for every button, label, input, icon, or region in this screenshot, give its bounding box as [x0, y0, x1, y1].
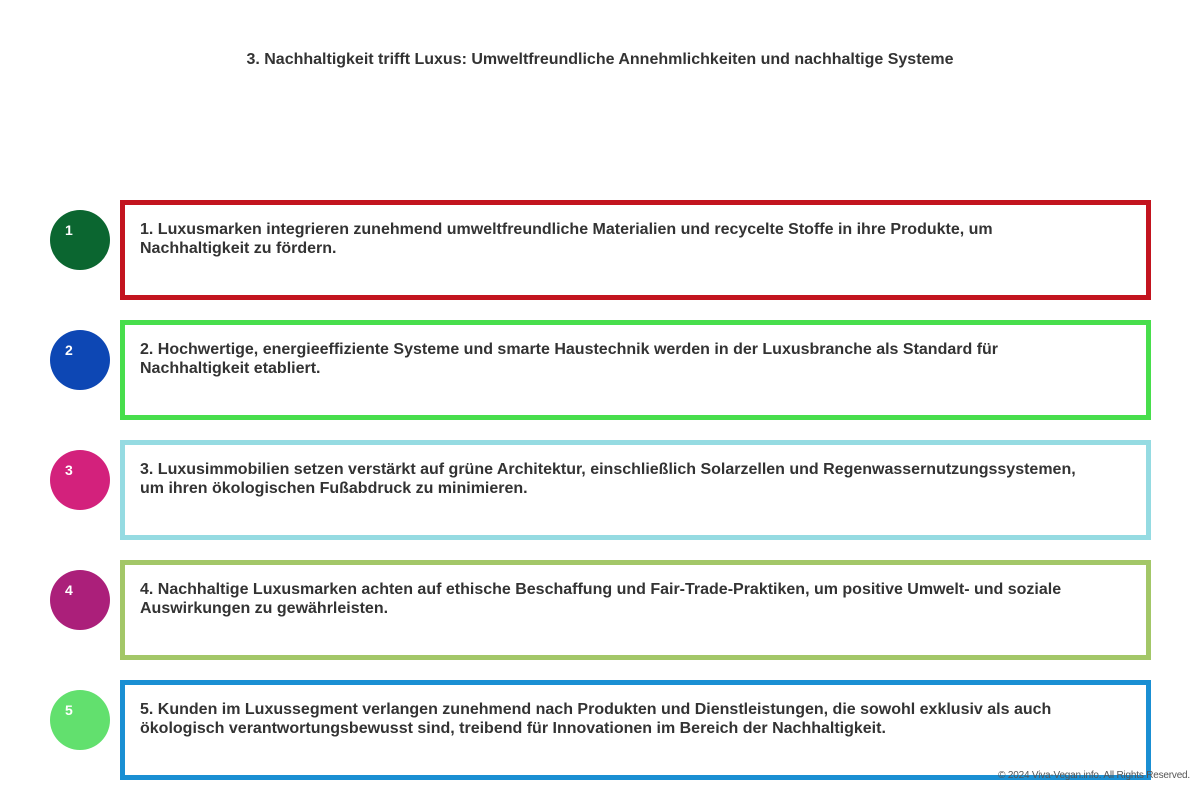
item-text: 2. Hochwertige, energieeffiziente Systeme und smarte Haustechnik werden in der Luxusbranche als Standard für Nachhaltigkeit etabliert.: [140, 341, 999, 377]
item-box: [120, 200, 1151, 300]
number-badge: 5: [50, 690, 110, 750]
item-box: [120, 680, 1151, 780]
list-item: [0, 200, 1200, 300]
item-text: 1. Luxusmarken integrieren zunehmend umweltfreundliche Materialien und recycelte Stoffe in ihre Produkte, um Nachhaltigkeit zu fördern.: [140, 221, 993, 257]
list-item: [0, 680, 1200, 780]
item-text: 4. Nachhaltige Luxusmarken achten auf ethische Beschaffung und Fair-Trade-Praktiken, um positive Umwelt- und soziale Auswirkungen zu gewährleisten.: [140, 581, 1062, 617]
number-badge: 2: [50, 330, 110, 390]
item-box: [120, 560, 1151, 660]
page-title: 3. Nachhaltigkeit trifft Luxus: Umweltfreundliche Annehmlichkeiten und nachhaltige Systeme: [246, 51, 954, 68]
list-item: [0, 560, 1200, 660]
item-box: [120, 320, 1151, 420]
number-badge: 1: [50, 210, 110, 270]
item-text: 3. Luxusimmobilien setzen verstärkt auf grüne Architektur, einschließlich Solarzellen und Regenwassernutzungssystemen, um ihren ökologischen Fußabdruck zu minimieren.: [140, 461, 1076, 497]
item-text: 5. Kunden im Luxussegment verlangen zunehmend nach Produkten und Dienstleistungen, die sowohl exklusiv als auch ökologisch verantwortungsbewusst sind, treibend für Innovationen im Bereich der Nachhaltigkeit.: [140, 701, 1052, 737]
item-box: [120, 440, 1151, 540]
number-badge: 3: [50, 450, 110, 510]
list-item: [0, 320, 1200, 420]
number-badge: 4: [50, 570, 110, 630]
copyright-footer: © 2024 Viva-Vegan.info. All Rights Reserved.: [998, 770, 1190, 781]
list-item: [0, 440, 1200, 540]
